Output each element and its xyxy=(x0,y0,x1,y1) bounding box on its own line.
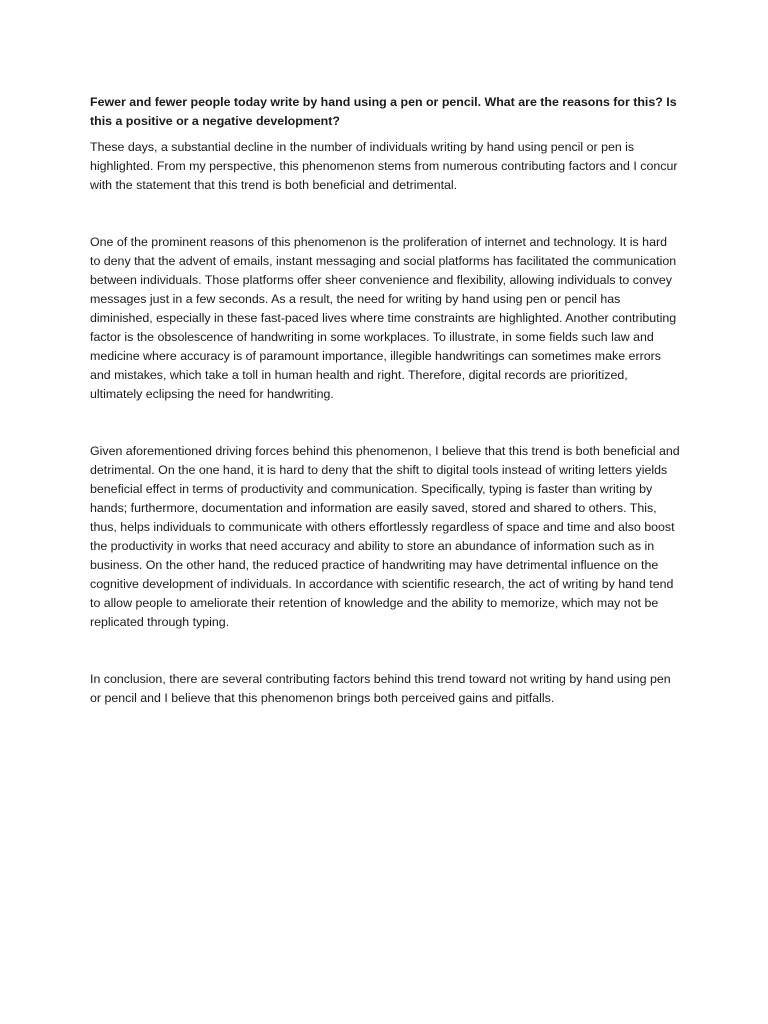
paragraph-introduction: These days, a substantial decline in the number of individuals writing by hand using pencil or pen is highlighted. From my perspective, this phenomenon stems from numerous contributing factors and I concur with the statement that this trend is both beneficial and detrimental. xyxy=(90,140,678,192)
essay-question: Fewer and fewer people today write by hand using a pen or pencil. What are the reasons for this? Is this a positive or a negative development? xyxy=(90,95,677,128)
paragraph-gap xyxy=(90,195,680,233)
document-page xyxy=(90,93,680,708)
paragraph-reasons: One of the prominent reasons of this phenomenon is the proliferation of internet and technology. It is hard to deny that the advent of emails, instant messaging and social platforms has facilitated the communication between individuals. Those platforms offer sheer convenience and flexibility, allowing individuals to convey messages just in a few seconds. As a result, the need for writing by hand using pen or pencil has diminished, especially in these fast-paced lives where time constraints are highlighted. Another contributing factor is the obsolescence of handwriting in some workplaces. To illustrate, in some fields such law and medicine where accuracy is of paramount importance, illegible handwritings can sometimes make errors and mistakes, which take a toll in human health and right. Therefore, digital records are prioritized, ultimately eclipsing the need for handwriting. xyxy=(90,235,677,401)
paragraph-gap xyxy=(90,632,680,670)
paragraph-conclusion: In conclusion, there are several contributing factors behind this trend toward not writing by hand using pen or pencil and I believe that this phenomenon brings both perceived gains and pitfalls. xyxy=(90,672,671,705)
paragraph-gap xyxy=(90,404,680,442)
paragraph-evaluation: Given aforementioned driving forces behind this phenomenon, I believe that this trend is both beneficial and detrimental. On the one hand, it is hard to deny that the shift to digital tools instead of writing letters yields beneficial effect in terms of productivity and communication. Specifically, typing is faster than writing by hands; furthermore, documentation and information are easily saved, stored and shared to others. This, thus, helps individuals to communicate with others effortlessly regardless of space and time and also boost the productivity in works that need accuracy and ability to store an abundance of information such as in business. On the other hand, the reduced practice of handwriting may have detrimental influence on the cognitive development of individuals. In accordance with scientific research, the act of writing by hand tend to allow people to ameliorate their retention of knowledge and the ability to memorize, which may not be replicated through typing. xyxy=(90,444,680,629)
